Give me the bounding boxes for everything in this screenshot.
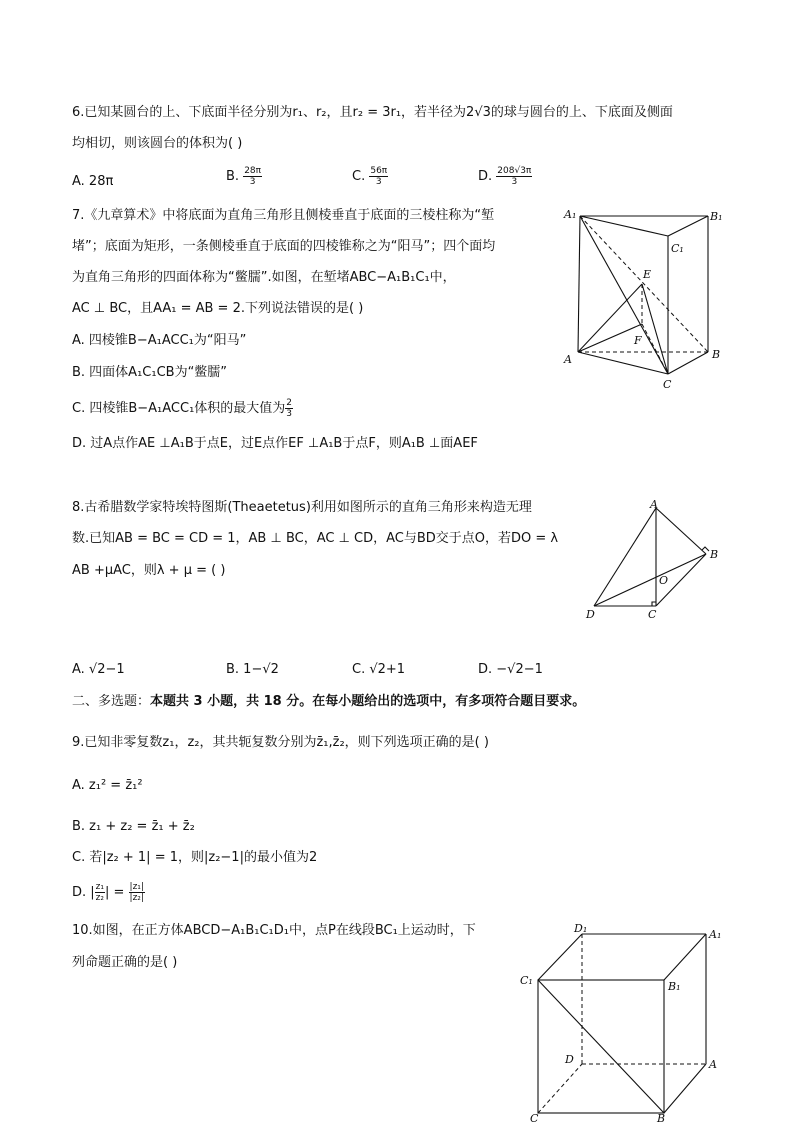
q6-option-d-num: 208√3π xyxy=(497,166,532,176)
q9-option-d-lhs-fraction xyxy=(95,882,105,903)
q6-option-c-fraction xyxy=(369,166,388,187)
label-c: C xyxy=(663,378,672,391)
q6-line1: 6.已知某圆台的上、下底面半径分别为r₁、r₂，且r₂ = 3r₁，若半径为2√3的球与圆台的上、下底面及侧面 xyxy=(72,105,673,120)
q8-line1: 8.古希腊数学家特埃特图斯(Theaetetus)利用如图所示的直角三角形来构造无理 xyxy=(72,500,532,515)
q6-option-c-num: 56π xyxy=(370,166,388,176)
q6-option-d-fraction xyxy=(496,166,532,187)
q9-option-c: C. 若|z₂ + 1| = 1，则|z₂−1|的最小值为2 xyxy=(72,850,318,865)
q10-line2: 列命题正确的是( ) xyxy=(72,955,178,970)
q8-option-b: B. 1−√2 xyxy=(226,662,279,677)
label-c1: C₁ xyxy=(671,242,684,255)
edge-cd-dashed xyxy=(538,1064,582,1113)
q7-prism-figure xyxy=(560,202,730,394)
right-angle-c xyxy=(652,602,656,606)
label-b: B xyxy=(712,348,721,361)
q9-option-d xyxy=(72,882,145,903)
q8-triangle-figure xyxy=(580,496,730,624)
edge-af xyxy=(578,324,642,352)
q6-option-b-label: B. xyxy=(226,169,240,184)
label-b1: B₁ xyxy=(710,210,723,223)
edge-c1d1 xyxy=(538,934,582,980)
q8-line3: AB +μAC，则λ + μ = ( ) xyxy=(72,563,226,578)
q7-option-c-fraction xyxy=(285,398,293,419)
label-b: B xyxy=(657,1112,666,1123)
q9-option-b: B. z₁ + z₂ = z̄₁ + z̄₂ xyxy=(72,819,195,834)
q6-option-b-num: 28π xyxy=(244,166,262,176)
q8-option-a: A. √2−1 xyxy=(72,662,125,677)
label-a1: A₁ xyxy=(564,208,577,221)
q7-line4: AC ⊥ BC，且AA₁ = AB = 2.下列说法错误的是( ) xyxy=(72,301,364,316)
q6-line2: 均相切，则该圆台的体积为( ) xyxy=(72,136,243,151)
q6-option-b-den: 3 xyxy=(249,177,256,187)
q7-option-a: A. 四棱锥B−A₁ACC₁为“阳马” xyxy=(72,333,247,348)
q7-line1: 7.《九章算术》中将底面为直角三角形且侧棱垂直于底面的三棱柱称为“堑 xyxy=(72,208,495,223)
q7-line3: 为直角三角形的四面体称为“鳖臑”.如图，在堑堵ABC−A₁B₁C₁中， xyxy=(72,270,456,285)
section2-head: 二、多选题： xyxy=(72,694,151,709)
q6-option-a: A. 28π xyxy=(72,174,114,189)
label-e: E xyxy=(643,268,652,281)
edge-ba xyxy=(664,1064,706,1113)
edge-a1c1 xyxy=(580,216,668,236)
q6-option-d xyxy=(478,166,532,187)
label-d: D xyxy=(565,1053,574,1066)
q9-option-d-rhs-den: |z₂| xyxy=(129,893,144,903)
label-b1: B₁ xyxy=(668,980,681,993)
q6-option-c-den: 3 xyxy=(375,177,382,187)
label-a: A xyxy=(650,498,658,511)
q9-line1: 9.已知非零复数z₁，z₂，其共轭复数分别为z̄₁,z̄₂，则下列选项正确的是( ) xyxy=(72,735,489,750)
q8-line2: 数.已知AB = BC = CD = 1，AB ⊥ BC，AC ⊥ CD，AC与BD交于点O，若DO = λ xyxy=(72,531,559,546)
q9-option-d-lhs-den: z₂ xyxy=(95,893,104,903)
edge-b1a1 xyxy=(664,934,706,980)
q7-option-b: B. 四面体A₁C₁CB为“鳖臑” xyxy=(72,365,228,380)
q7-option-c xyxy=(72,398,293,419)
label-f: F xyxy=(634,334,642,347)
diagonal-c1b xyxy=(538,980,664,1113)
q9-option-d-lhs-num: z₁ xyxy=(95,882,104,892)
edge-ac xyxy=(578,352,668,374)
q6-option-c xyxy=(352,166,388,187)
q7-option-c-text: C. 四棱锥B−A₁ACC₁体积的最大值为 xyxy=(72,401,286,416)
right-angle-b xyxy=(702,547,709,551)
label-c: C xyxy=(648,608,657,621)
q7-line2: 堵”；底面为矩形，一条侧棱垂直于底面的四棱锥称之为“阳马”；四个面均 xyxy=(72,239,496,254)
q6-option-d-den: 3 xyxy=(511,177,518,187)
q10-line1: 10.如图，在正方体ABCD−A₁B₁C₁D₁中，点P在线段BC₁上运动时，下 xyxy=(72,923,476,938)
label-d1: D₁ xyxy=(574,922,588,935)
label-d: D xyxy=(586,608,595,621)
q7-option-d: D. 过A点作AE ⊥A₁B于点E，过E点作EF ⊥A₁B于点F，则A₁B ⊥面AEF xyxy=(72,436,478,451)
label-a: A xyxy=(709,1058,717,1071)
section2-heading xyxy=(72,693,585,711)
label-b: B xyxy=(710,548,719,561)
q9-option-d-rhs-num: |z₁| xyxy=(129,882,144,892)
q9-option-d-rhs-fraction xyxy=(129,882,145,903)
label-a: A xyxy=(564,353,572,366)
section2-rest: 本题共 3 小题，共 18 分。在每小题给出的选项中，有多项符合题目要求。 xyxy=(150,694,586,709)
label-o: O xyxy=(659,574,669,587)
edge-c1b1 xyxy=(668,216,708,236)
q7-option-c-den: 3 xyxy=(286,409,293,419)
label-c: C xyxy=(530,1112,539,1123)
q10-cube-figure xyxy=(516,918,730,1123)
q6-option-c-label: C. xyxy=(352,169,366,184)
segment-ab xyxy=(656,508,706,554)
q9-option-d-label: D. | xyxy=(72,885,95,900)
q9-option-d-mid: | = xyxy=(105,885,125,900)
q6-option-b xyxy=(226,166,262,187)
q9-option-a: A. z₁² = z̄₁² xyxy=(72,778,143,793)
q8-option-c: C. √2+1 xyxy=(352,662,406,677)
label-c1: C₁ xyxy=(520,974,533,987)
label-a1: A₁ xyxy=(709,928,722,941)
edge-cb xyxy=(668,352,708,374)
edge-ae xyxy=(578,284,642,352)
q6-option-b-fraction xyxy=(243,166,262,187)
edge-ec xyxy=(642,284,668,374)
edge-a1a xyxy=(578,216,580,352)
q7-option-c-num: 2 xyxy=(286,398,293,408)
q8-option-d: D. −√2−1 xyxy=(478,662,543,677)
q6-option-d-label: D. xyxy=(478,169,493,184)
